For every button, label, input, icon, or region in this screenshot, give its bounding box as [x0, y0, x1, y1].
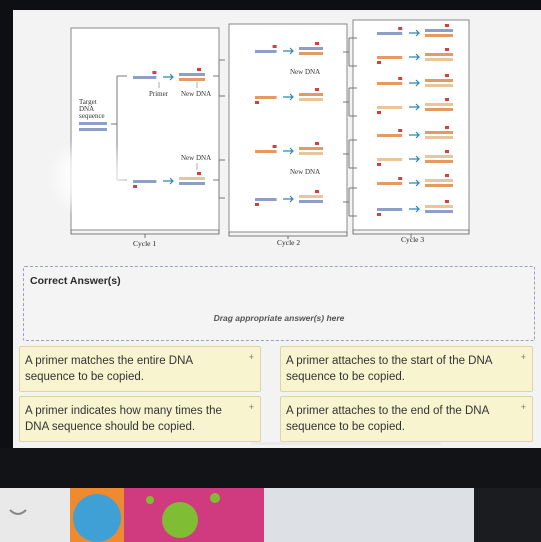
primer-mark	[315, 142, 319, 145]
primer-mark	[315, 190, 319, 193]
option-text: A primer indicates how many times the DNA sequence should be copied.	[25, 405, 222, 433]
double-strand-top	[425, 79, 453, 82]
new-dna-label-c2a: New DNA	[290, 68, 321, 76]
drag-handle-icon[interactable]: +	[248, 402, 254, 412]
primer-mark	[377, 213, 381, 216]
primer-mark	[197, 172, 201, 175]
scroll-indicator[interactable]	[251, 442, 441, 445]
option-text: A primer attaches to the start of the DNA sequence to be copied.	[286, 355, 492, 383]
single-strand	[377, 182, 402, 185]
double-strand-bottom	[425, 210, 453, 213]
primer-mark	[445, 98, 449, 101]
primer-label: Primer	[149, 90, 169, 98]
primer-mark	[398, 27, 402, 30]
single-strand	[377, 106, 402, 109]
double-strand-top	[299, 147, 323, 150]
single-strand	[255, 198, 277, 201]
single-strand	[377, 82, 402, 85]
primer-mark	[152, 71, 156, 74]
double-strand-bottom	[425, 34, 453, 37]
primer-mark	[398, 129, 402, 132]
primer-mark	[445, 150, 449, 153]
answer-drop-zone[interactable]	[23, 266, 535, 341]
drop-hint: Drag appropriate answer(s) here	[213, 313, 345, 323]
virus-spike-icon	[146, 496, 154, 504]
option-attaches-start[interactable]	[280, 346, 533, 392]
target-strand-top	[79, 122, 107, 125]
primer-mark	[273, 45, 277, 48]
option-attaches-end[interactable]	[280, 396, 533, 442]
primer-mark	[398, 177, 402, 180]
primer-mark	[377, 111, 381, 114]
option-indicates-times[interactable]	[19, 396, 261, 442]
cycle-2-label: Cycle 2	[277, 238, 301, 247]
double-strand-bottom	[299, 52, 323, 55]
pcr-diagram	[13, 10, 541, 265]
double-strand-top	[425, 29, 453, 32]
single-strand	[255, 50, 277, 53]
double-strand-top	[299, 195, 323, 198]
double-strand-top	[425, 103, 453, 106]
primer-mark	[445, 48, 449, 51]
drag-handle-icon[interactable]: +	[520, 352, 526, 362]
new-dna-label-c1a: New DNA	[181, 90, 212, 98]
primer-mark	[197, 68, 201, 71]
primer-mark	[445, 174, 449, 177]
double-strand-top	[179, 177, 205, 180]
cycle-1-label: Cycle 1	[133, 239, 157, 248]
double-strand-bottom	[299, 152, 323, 155]
double-strand-bottom	[425, 58, 453, 61]
cycle-3-label: Cycle 3	[401, 235, 425, 244]
primer-mark	[445, 126, 449, 129]
primer-mark	[273, 145, 277, 148]
virus-spike-icon	[210, 493, 220, 503]
primer-mark	[255, 203, 259, 206]
target-label-2: DNA	[79, 105, 95, 113]
single-strand	[377, 32, 402, 35]
background-thumbnails	[0, 480, 541, 542]
cycle-3-panel	[353, 20, 469, 230]
double-strand-bottom	[179, 182, 205, 185]
double-strand-bottom	[299, 98, 323, 101]
single-strand	[377, 158, 402, 161]
primer-mark	[255, 101, 259, 104]
screen-glare	[47, 136, 135, 220]
thumbnail-pale	[264, 488, 474, 542]
single-strand	[133, 76, 156, 79]
double-strand-top	[299, 93, 323, 96]
app-screen	[13, 10, 541, 448]
option-matches-entire[interactable]	[19, 346, 261, 392]
thumbnail-blue-circle	[73, 494, 121, 542]
single-strand	[133, 180, 156, 183]
double-strand-top	[425, 53, 453, 56]
double-strand-bottom	[425, 184, 453, 187]
double-strand-top	[425, 131, 453, 134]
double-strand-bottom	[425, 160, 453, 163]
primer-mark	[445, 74, 449, 77]
double-strand-bottom	[299, 200, 323, 203]
double-strand-top	[425, 205, 453, 208]
double-strand-bottom	[425, 136, 453, 139]
answer-title: Correct Answer(s)	[30, 275, 121, 287]
single-strand	[255, 150, 277, 153]
primer-mark	[445, 24, 449, 27]
primer-mark	[398, 77, 402, 80]
double-strand-bottom	[425, 108, 453, 111]
target-strand-bottom	[79, 128, 107, 131]
double-strand-bottom	[179, 78, 205, 81]
new-dna-label-c2b: New DNA	[290, 168, 321, 176]
double-strand-top	[299, 47, 323, 50]
double-strand-bottom	[425, 84, 453, 87]
virus-icon	[162, 502, 198, 538]
single-strand	[377, 208, 402, 211]
single-strand	[377, 134, 402, 137]
option-text: A primer matches the entire DNA sequence to be copied.	[25, 355, 193, 383]
double-strand-top	[425, 179, 453, 182]
primer-mark	[377, 61, 381, 64]
double-strand-top	[425, 155, 453, 158]
option-text: A primer attaches to the end of the DNA sequence to be copied.	[286, 405, 489, 433]
primer-mark	[315, 42, 319, 45]
target-label-3: sequence	[79, 112, 105, 120]
drag-handle-icon[interactable]: +	[248, 352, 254, 362]
thumbnail-white	[0, 488, 70, 542]
cycle-2-panel	[229, 24, 347, 232]
cycle-1-bracket	[71, 230, 219, 238]
primer-mark	[445, 200, 449, 203]
thumbnail-dark	[474, 488, 541, 542]
primer-mark	[377, 163, 381, 166]
drag-handle-icon[interactable]: +	[520, 402, 526, 412]
new-dna-label-c1b: New DNA	[181, 154, 212, 162]
target-label-1: Target	[79, 98, 97, 106]
single-strand	[377, 56, 402, 59]
single-strand	[255, 96, 277, 99]
primer-mark	[315, 88, 319, 91]
double-strand-top	[179, 73, 205, 76]
